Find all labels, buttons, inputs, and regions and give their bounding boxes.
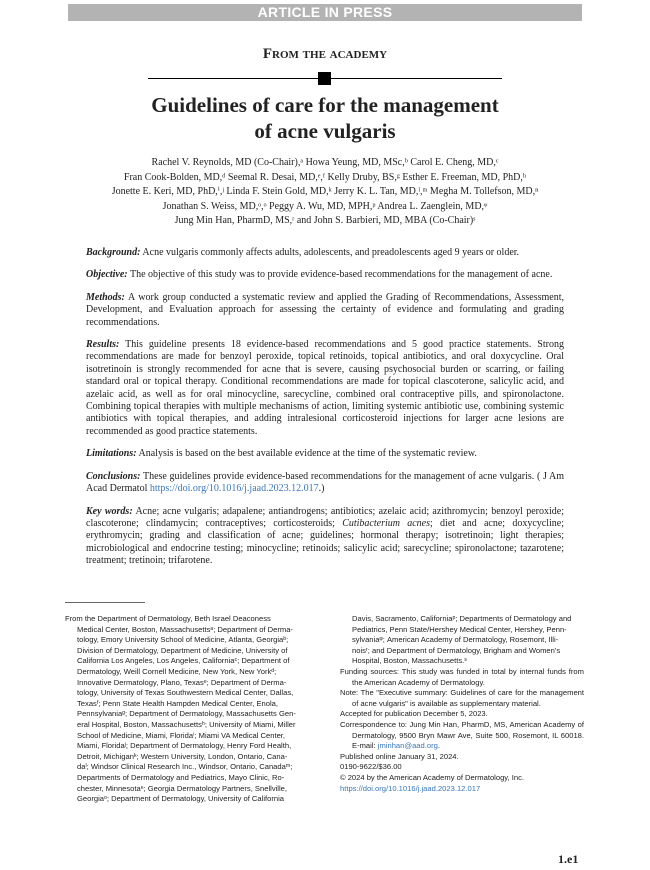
affiliation-line: Pennsylvaniaᵍ; Department of Dermatology, Massachusetts Gen- [77,709,296,719]
affiliation-line: Davis, Sacramento, Californiaᵖ; Departments of Dermatology and [352,614,572,623]
affiliation-line: sylvaniaᵠ; American Academy of Dermatology, Rosemont, Illi- [352,635,559,645]
affiliation-line: chester, Minnesotaⁿ; Georgia Dermatology Partners, Snellville, [77,783,288,793]
abstract-objective [86,269,564,281]
keywords-text-end: ; diet and acne; doxycycline; erythromycin; grading and classification of acne; guidelines; hormonal therapy; isotretinoin; light therapies; microbiological and endocrine testing; minocycline; retinoids; salicylic acid; sarecycline; spironolactone; tazarotene; treatment; tretinoin; trifarotene. [86,517,564,567]
affiliation-line: Medical Center, Boston, Massachusettsᵃ; Department of Derma- [77,624,293,634]
author-line: Jonette E. Keri, MD, PhD,ⁱ,ʲ Linda F. Stein Gold, MD,ᵏ Jerry K. L. Tan, MD,ˡ,ᵐ Megha M. Tollefson, MD,ⁿ [111,186,539,198]
affiliation-line: Georgiaᵒ; Department of Dermatology, University of California [77,794,284,804]
author-line: Jung Min Han, PharmD, MS,ʳ and John S. Barbieri, MD, MBA (Co-Chair)ˢ [174,215,476,227]
doi-link[interactable]: https://doi.org/10.1016/j.jaad.2023.12.017 [149,483,319,495]
affiliation-line: eral Hospital, Boston, Massachusettsʰ; University of Miami, Miller [77,719,296,729]
affiliation-line: Miami, Floridaʲ; Department of Dermatology, Henry Ford Health, [77,741,292,751]
affiliation-line: daˡ; Windsor Clinical Research Inc., Windsor, Ontario, Canadaᵐ; [77,762,293,772]
abstract-background [86,247,564,259]
results-label: Results: [86,339,120,351]
affiliation-line: School of Medicine, Miami, Floridaⁱ; Miami VA Medical Center, [77,730,286,740]
keywords-label: Key words: [86,505,133,517]
page-number: 1.e1 [558,852,579,866]
funding-sources: Funding sources: This study was funded in total by internal funds from the American Academy of Dermatology. [340,666,584,687]
article-info-column [340,614,584,794]
title-line: Guidelines of care for the management [151,93,499,117]
affiliation-line: noisʳ; and Department of Dermatology, Brigham and Women's [352,645,561,655]
published-date: Published online January 31, 2024. [340,751,459,761]
issn: 0190-9622/$36.00 [340,762,402,772]
background-text: Acne vulgaris commonly affects adults, adolescents, and preadolescents aged 9 years or older. [142,247,520,258]
title-line: of acne vulgaris [254,119,396,143]
abstract [86,247,564,578]
article-in-press-banner: ARTICLE IN PRESS [68,4,582,21]
affiliation-line: Departments of Dermatology and Pediatrics, Mayo Clinic, Ro- [77,772,285,782]
affiliation-line: tology, Emory University School of Medicine, Atlanta, Georgiaᵇ; [77,635,289,645]
affiliation-line: From the Department of Dermatology, Beth Israel Deaconess [65,614,271,623]
citation-text: ( J Am Acad Dermatol [86,470,565,495]
background-label: Background: [86,247,141,258]
conclusions-text: These guidelines provide evidence-based recommendations for the management of acne vulgaris. [142,470,535,482]
affiliation-line: Dermatology, Weill Cornell Medicine, New York, New Yorkᵈ; [77,666,277,676]
correspondence: Correspondence to: Jung Min Han, PharmD, MS, American Academy of Dermatology, 9500 Bryn Mawr Ave, Suite 500, Rosemont, IL 60018. E-mail: jminhan@aad.org. [340,719,584,751]
abstract-conclusions [86,471,564,496]
affiliation-line: tology, University of Texas Southwestern Medical Center, Dallas, [77,688,294,698]
abstract-limitations [86,448,564,460]
correspondence-text: Correspondence to: Jung Min Han, PharmD, MS, American Academy of Dermatology, 9500 Bryn Mawr Ave, Suite 500, Rosemont, IL 60018. E-mail: [340,719,584,751]
affiliation-line: Texasᶠ; Penn State Health Hampden Medical Center, Enola, [77,698,278,708]
affiliation-line: Innovative Dermatology, Plano, Texasᵉ; Department of Derma- [77,677,287,687]
keywords-italic: Cutibacterium acnes [342,517,430,529]
abstract-keywords [86,506,564,568]
limitations-label: Limitations: [86,448,137,460]
accepted-date: Accepted for publication December 5, 2023. [340,709,488,719]
footer-doi-link[interactable]: https://doi.org/10.1016/j.jaad.2023.12.017 [340,783,481,793]
author-line: Fran Cook-Bolden, MD,ᵈ Seemal R. Desai, MD,ᵉ,ᶠ Kelly Druby, BS,ᵍ Esther E. Freeman, MD, PhD,ʰ [123,171,527,183]
footnote-divider [65,602,145,603]
affiliation-line: Hospital, Boston, Massachusetts.ˢ [352,656,467,666]
abstract-results [86,339,564,438]
author-line: Rachel V. Reynolds, MD (Co-Chair),ᵃ Howa Yeung, MD, MSc,ᵇ Carol E. Cheng, MD,ᶜ [151,157,499,168]
affiliation-line: Pediatrics, Penn State/Hershey Medical Center, Hershey, Penn- [352,624,567,634]
conclusions-label: Conclusions: [86,470,141,482]
objective-text: The objective of this study was to provide evidence-based recommendations for the management of acne. [129,269,553,281]
section-marker [318,72,331,85]
copyright: © 2024 by the American Academy of Dermatology, Inc. [340,772,524,782]
section-heading: From the academy [262,46,388,62]
article-title [0,92,650,144]
author-line: Jonathan S. Weiss, MD,ᵒ,ᵒ Peggy A. Wu, MD, MPH,ᵖ Andrea L. Zaenglein, MD,ᵠ [162,200,488,212]
affiliations-column [65,614,332,805]
affiliation-line: Division of Dermatology, Department of Medicine, University of [77,645,288,655]
methods-text: A work group conducted a systematic review and applied the Grading of Recommendations, Assessment, Development, and Evaluation approach for assessing the certainty of evidence and formulating and grading recommendations. [86,291,565,328]
affiliation-line: California Los Angeles, Los Angeles, Californiaᶜ; Department of [77,656,290,666]
keywords-text: Acne; acne vulgaris; adapalene; antiandrogens; antibiotics; azelaic acid; azithromycin; benzoyl peroxide; clascoterone; clindamycin; contraceptives; corticosteroids; [86,505,565,529]
citation-end: .) [318,483,325,495]
results-text: This guideline presents 18 evidence-based recommendations and 5 good practice statements. Strong recommendations are made for benzoyl peroxide, topical retinoids, topical antibiotics, and oral doxycycline. Oral isotretinoin is strongly recommended for acne that is severe, causing psychosocial burden or scarring, or failing standard oral or topical therapy. Conditional recommendations are made for topical clascoterone, salicylic acid, and azelaic acid, as well as for oral minocycline, sarecycline, combined oral contraceptive pills, and spironolactone. Combining topical therapies with multiple mechanisms of action, limiting systemic antibiotic use, combining systemic antibiotics with topical therapies, and adding intralesional corticosteroid injections for larger acne lesions are recommended as good practice statements. [86,339,564,437]
supplementary-note: Note: The "Executive summary: Guidelines of care for the management of acne vulgaris" is available as supplementary material. [340,688,584,708]
affiliation-line: Detroit, Michiganᵏ; Western University, London, Ontario, Cana- [77,751,288,761]
author-list [60,156,590,229]
email-link[interactable]: jminhan@aad.org [377,741,438,751]
limitations-text: Analysis is based on the best available evidence at the time of the systematic review. [138,448,477,460]
methods-label: Methods: [86,291,125,303]
abstract-methods [86,292,564,329]
objective-label: Objective: [86,269,128,281]
